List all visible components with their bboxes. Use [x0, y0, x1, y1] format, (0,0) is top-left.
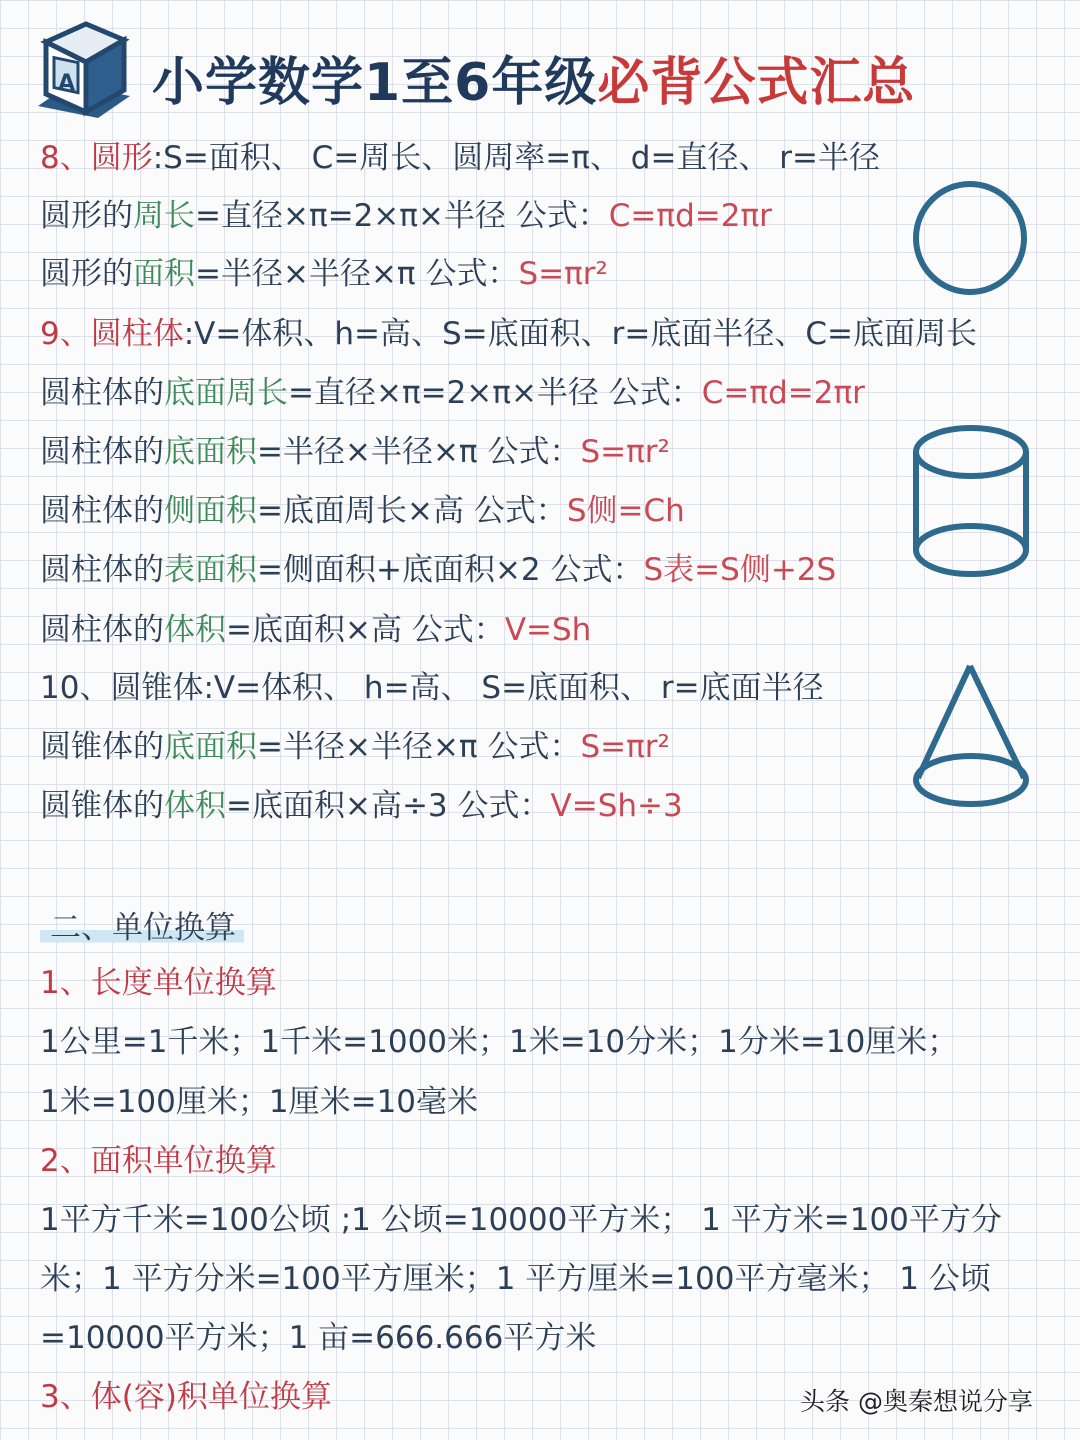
line-prefix: 圆柱体的	[40, 375, 164, 411]
cylinder-surface-area-line	[40, 550, 836, 590]
line-text: =底面周长×高 公式：	[257, 493, 567, 529]
length-units-line-2: 1米=100厘米；1厘米=10毫米	[40, 1084, 479, 1120]
line-text: =底面积×高÷3 公式：	[226, 788, 551, 824]
page-title	[152, 40, 915, 115]
cylinder-base-perimeter-line	[40, 373, 865, 413]
line-term: 底面积	[164, 729, 257, 765]
cone-shape	[906, 656, 1036, 820]
circle-area-line	[40, 254, 608, 294]
area-units-line-3: =10000平方米；1 亩=666.666平方米	[40, 1320, 597, 1356]
line-prefix: 圆形的	[40, 256, 133, 292]
units-section-title: 二、单位换算	[40, 902, 244, 947]
length-units-title: 1、长度单位换算	[40, 965, 277, 1001]
svg-text:A: A	[58, 71, 76, 96]
line-formula: S表=S侧+2S	[643, 552, 837, 588]
line-text: =直径×π=2×π×半径 公式：	[288, 375, 702, 411]
length-units-line-1: 1公里=1千米；1千米=1000米；1米=10分米；1分米=10厘米；	[40, 1024, 959, 1060]
line-formula: S=πr²	[580, 434, 670, 470]
circle-definition	[40, 138, 880, 178]
book-icon	[28, 18, 138, 122]
watermark: 头条 @奥秦想说分享	[800, 1387, 1033, 1416]
line-term: 体积	[164, 788, 226, 824]
circle-number: 8、	[40, 140, 91, 176]
cylinder-number: 9、	[40, 316, 91, 352]
line-term: 体积	[164, 612, 226, 648]
line-term: 周长	[133, 198, 195, 234]
line-text: =半径×半径×π 公式：	[195, 256, 519, 292]
line-formula: C=πd=2πr	[701, 375, 865, 411]
area-units-title: 2、面积单位换算	[40, 1143, 277, 1179]
cylinder-defs: :V=体积、h=高、S=底面积、r=底面半径、C=底面周长	[183, 316, 977, 352]
volume-units-title: 3、体(容)积单位换算	[40, 1379, 332, 1415]
circle-perimeter-line	[40, 196, 772, 236]
line-text: =半径×半径×π 公式：	[257, 729, 581, 765]
line-text: =半径×半径×π 公式：	[257, 434, 581, 470]
line-prefix: 圆柱体的	[40, 552, 164, 588]
line-formula: C=πd=2πr	[608, 198, 772, 234]
cylinder-name: 圆柱体	[90, 316, 184, 352]
line-formula: S=πr²	[518, 256, 608, 292]
area-units-line-2: 米；1 平方分米=100平方厘米；1 平方厘米=100平方毫米； 1 公顷	[40, 1261, 991, 1297]
title-highlight: 必背公式汇总	[597, 53, 916, 113]
line-text: =侧面积+底面积×2 公式：	[257, 552, 644, 588]
header	[0, 0, 1080, 130]
line-formula: V=Sh	[504, 612, 592, 648]
cylinder-definition	[40, 314, 977, 354]
line-prefix: 圆锥体的	[40, 788, 164, 824]
cone-base-area-line	[40, 727, 670, 767]
cone-volume-line	[40, 786, 683, 826]
line-formula: V=Sh÷3	[550, 788, 683, 824]
circle-shape	[908, 176, 1032, 300]
line-formula: S=πr²	[580, 729, 670, 765]
cylinder-shape	[906, 418, 1036, 586]
line-prefix: 圆柱体的	[40, 434, 164, 470]
line-prefix: 圆柱体的	[40, 493, 164, 529]
cone-definition: 10、圆锥体:V=体积、 h=高、 S=底面积、 r=底面半径	[40, 670, 824, 706]
cylinder-base-area-line	[40, 432, 670, 472]
title-main: 小学数学1至6年级	[152, 53, 598, 113]
line-term: 底面周长	[164, 375, 288, 411]
cylinder-volume-line	[40, 610, 591, 650]
line-prefix: 圆形的	[40, 198, 133, 234]
cylinder-side-area-line	[40, 491, 685, 531]
line-term: 侧面积	[164, 493, 257, 529]
line-text: =底面积×高 公式：	[226, 612, 505, 648]
line-prefix: 圆锥体的	[40, 729, 164, 765]
line-formula: S侧=Ch	[566, 493, 685, 529]
line-term: 表面积	[164, 552, 257, 588]
circle-name: 圆形	[90, 140, 153, 176]
line-text: =直径×π=2×π×半径 公式：	[195, 198, 609, 234]
line-prefix: 圆柱体的	[40, 612, 164, 648]
circle-defs: :S=面积、 C=周长、圆周率=π、 d=直径、 r=半径	[152, 140, 881, 176]
area-units-line-1: 1平方千米=100公顷 ;1 公顷=10000平方米； 1 平方米=100平方分	[40, 1202, 1002, 1238]
line-term: 底面积	[164, 434, 257, 470]
line-term: 面积	[133, 256, 195, 292]
